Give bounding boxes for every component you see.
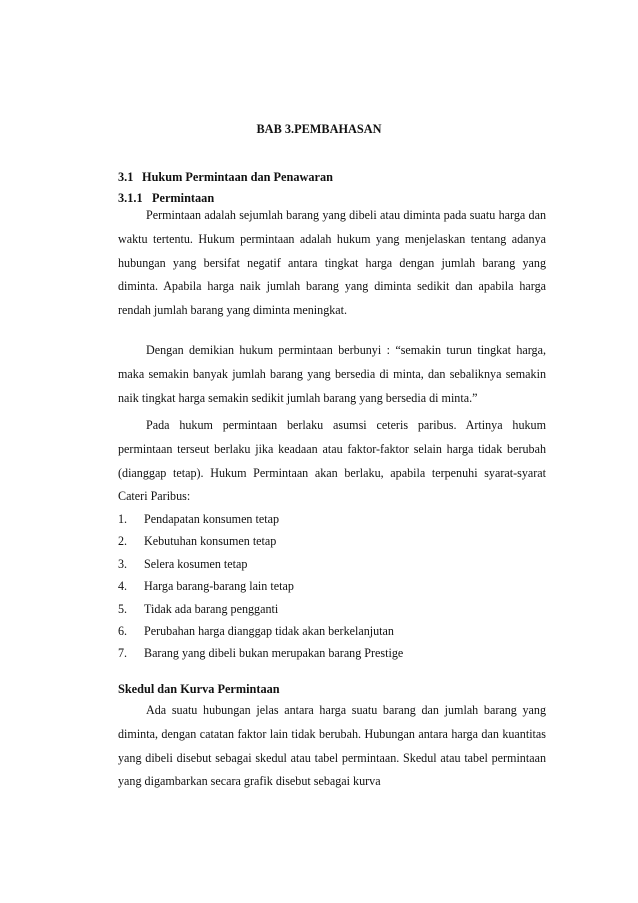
list-item-text: Perubahan harga dianggap tidak akan berkelanjutan (144, 623, 394, 638)
paragraph-skedul (118, 699, 546, 794)
paragraph-3 (118, 414, 546, 509)
paragraph-1 (118, 204, 546, 323)
list-item-text: Kebutuhan konsumen tetap (144, 534, 277, 549)
section-title: Hukum Permintaan dan Penawaran (142, 170, 333, 184)
list-item-text: Tidak ada barang pengganti (144, 601, 279, 616)
paragraph-2-text: Dengan demikian hukum permintaan berbunyi : “semakin turun tingkat harga, maka semakin banyak jumlah barang yang bersedia di minta, dan sebaliknya semakin naik tingkat harga semakin sedikit jumlah barang yang bersedia di minta.” (118, 343, 546, 405)
chapter-title: BAB 3.PEMBAHASAN (256, 122, 382, 136)
list-item (118, 508, 546, 530)
list-item-number: 2. (118, 534, 128, 549)
paragraph-2 (118, 339, 546, 410)
list-item-number: 3. (118, 556, 128, 571)
subsection-title: Permintaan (152, 191, 215, 205)
list-item (118, 530, 546, 552)
list-item-text: Harga barang-barang lain tetap (144, 579, 294, 594)
list-item-number: 5. (118, 601, 128, 616)
section-heading (118, 168, 333, 186)
section-number: 3.1 (118, 170, 134, 184)
list-item-number: 6. (118, 623, 128, 638)
paragraph-3-text: Pada hukum permintaan berlaku asumsi ceteris paribus. Artinya hukum permintaan terseut berlaku jika keadaan atau faktor-faktor selain harga tidak berubah (dianggap tetap). Hukum Permintaan akan berlaku, apabila terpenuhi syarat-syarat Cateri Paribus: (118, 418, 546, 504)
list-item (118, 598, 546, 620)
list-item (118, 553, 546, 575)
list-item-number: 4. (118, 579, 128, 594)
paragraph-skedul-text: Ada suatu hubungan jelas antara harga suatu barang dan jumlah barang yang diminta, dengan catatan faktor lain tidak berubah. Hubungan antara harga dan kuantitas yang dibeli disebut sebagai skedul atau tabel permintaan. Skedul atau tabel permintaan yang digambarkan secara grafik disebut sebagai kurva (118, 703, 546, 789)
list-item-text: Pendapatan konsumen tetap (144, 512, 280, 526)
list-item-number: 7. (118, 646, 128, 661)
list-item (118, 575, 546, 597)
list-item-text: Barang yang dibeli bukan merupakan barang Prestige (144, 646, 404, 661)
list-item (118, 620, 546, 642)
list-item (118, 642, 546, 664)
skedul-heading: Skedul dan Kurva Permintaan (118, 682, 280, 696)
paragraph-1-text: Permintaan adalah sejumlah barang yang dibeli atau diminta pada suatu harga dan waktu tertentu. Hukum permintaan adalah hukum yang menjelaskan tentang adanya hubungan yang bersifat negatif antara tingkat harga dengan jumlah barang yang diminta. Apabila harga naik jumlah barang yang diminta sedikit dan apabila harga rendah jumlah barang yang diminta meningkat. (118, 208, 546, 318)
list-item-text: Selera kosumen tetap (144, 556, 248, 571)
ceteris-paribus-list (118, 508, 546, 665)
subsection-number: 3.1.1 (118, 191, 143, 205)
list-item-number: 1. (118, 512, 128, 526)
